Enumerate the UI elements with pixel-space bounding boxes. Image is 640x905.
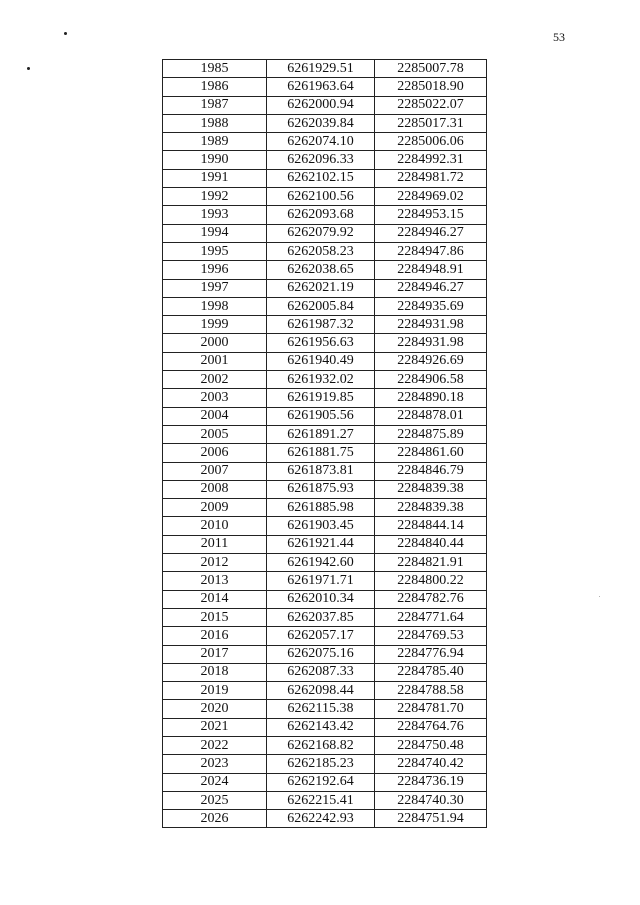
table-row [163, 462, 487, 480]
table-row [163, 242, 487, 260]
x-coordinate-cell: 6261905.56 [267, 407, 375, 425]
point-number-cell: 2002 [163, 371, 267, 389]
table-row [163, 96, 487, 114]
point-number-cell: 2020 [163, 700, 267, 718]
x-coordinate-cell: 6261873.81 [267, 462, 375, 480]
table-row [163, 590, 487, 608]
table-row [163, 169, 487, 187]
x-coordinate-cell: 6262098.44 [267, 682, 375, 700]
point-number-cell: 2024 [163, 773, 267, 791]
x-coordinate-cell: 6262168.82 [267, 736, 375, 754]
y-coordinate-cell: 2284861.60 [375, 444, 487, 462]
x-coordinate-cell: 6262115.38 [267, 700, 375, 718]
point-number-cell: 2010 [163, 517, 267, 535]
point-number-cell: 1986 [163, 78, 267, 96]
x-coordinate-cell: 6261885.98 [267, 499, 375, 517]
table-row [163, 517, 487, 535]
x-coordinate-cell: 6262143.42 [267, 718, 375, 736]
y-coordinate-cell: 2284839.38 [375, 499, 487, 517]
x-coordinate-cell: 6262087.33 [267, 663, 375, 681]
table-row [163, 371, 487, 389]
y-coordinate-cell: 2284875.89 [375, 425, 487, 443]
table-row [163, 480, 487, 498]
x-coordinate-cell: 6261971.71 [267, 572, 375, 590]
table-row [163, 572, 487, 590]
point-number-cell: 1985 [163, 60, 267, 78]
point-number-cell: 2022 [163, 736, 267, 754]
y-coordinate-cell: 2284878.01 [375, 407, 487, 425]
table-row [163, 316, 487, 334]
x-coordinate-cell: 6262096.33 [267, 151, 375, 169]
table-row [163, 352, 487, 370]
scan-speck [64, 32, 67, 35]
y-coordinate-cell: 2284750.48 [375, 736, 487, 754]
table-row [163, 425, 487, 443]
table-row [163, 188, 487, 206]
x-coordinate-cell: 6261929.51 [267, 60, 375, 78]
x-coordinate-cell: 6262058.23 [267, 242, 375, 260]
y-coordinate-cell: 2284948.91 [375, 261, 487, 279]
table-row [163, 755, 487, 773]
x-coordinate-cell: 6261940.49 [267, 352, 375, 370]
y-coordinate-cell: 2284736.19 [375, 773, 487, 791]
y-coordinate-cell: 2284776.94 [375, 645, 487, 663]
table-row [163, 261, 487, 279]
table-row [163, 645, 487, 663]
y-coordinate-cell: 2284931.98 [375, 334, 487, 352]
point-number-cell: 2000 [163, 334, 267, 352]
point-number-cell: 2014 [163, 590, 267, 608]
point-number-cell: 2019 [163, 682, 267, 700]
point-number-cell: 2009 [163, 499, 267, 517]
y-coordinate-cell: 2284931.98 [375, 316, 487, 334]
x-coordinate-cell: 6261956.63 [267, 334, 375, 352]
x-coordinate-cell: 6261987.32 [267, 316, 375, 334]
x-coordinate-cell: 6262215.41 [267, 791, 375, 809]
point-number-cell: 1988 [163, 114, 267, 132]
table-row [163, 810, 487, 828]
y-coordinate-cell: 2284769.53 [375, 627, 487, 645]
point-number-cell: 2017 [163, 645, 267, 663]
table-row [163, 627, 487, 645]
table-row [163, 133, 487, 151]
y-coordinate-cell: 2285022.07 [375, 96, 487, 114]
point-number-cell: 2011 [163, 535, 267, 553]
x-coordinate-cell: 6262079.92 [267, 224, 375, 242]
y-coordinate-cell: 2284782.76 [375, 590, 487, 608]
y-coordinate-cell: 2284840.44 [375, 535, 487, 553]
y-coordinate-cell: 2284844.14 [375, 517, 487, 535]
x-coordinate-cell: 6262021.19 [267, 279, 375, 297]
x-coordinate-cell: 6261903.45 [267, 517, 375, 535]
point-number-cell: 2004 [163, 407, 267, 425]
x-coordinate-cell: 6261963.64 [267, 78, 375, 96]
point-number-cell: 1993 [163, 206, 267, 224]
y-coordinate-cell: 2284771.64 [375, 608, 487, 626]
point-number-cell: 1994 [163, 224, 267, 242]
x-coordinate-cell: 6262100.56 [267, 188, 375, 206]
x-coordinate-cell: 6262185.23 [267, 755, 375, 773]
y-coordinate-cell: 2284751.94 [375, 810, 487, 828]
page-number: 53 [553, 30, 565, 44]
coordinates-table [162, 59, 487, 828]
x-coordinate-cell: 6262093.68 [267, 206, 375, 224]
y-coordinate-cell: 2284947.86 [375, 242, 487, 260]
table-row [163, 334, 487, 352]
y-coordinate-cell: 2284946.27 [375, 279, 487, 297]
y-coordinate-cell: 2284800.22 [375, 572, 487, 590]
table-row [163, 499, 487, 517]
point-number-cell: 2018 [163, 663, 267, 681]
y-coordinate-cell: 2284953.15 [375, 206, 487, 224]
table-row [163, 114, 487, 132]
x-coordinate-cell: 6262242.93 [267, 810, 375, 828]
point-number-cell: 2008 [163, 480, 267, 498]
point-number-cell: 1996 [163, 261, 267, 279]
point-number-cell: 1998 [163, 297, 267, 315]
point-number-cell: 2026 [163, 810, 267, 828]
y-coordinate-cell: 2285006.06 [375, 133, 487, 151]
y-coordinate-cell: 2285018.90 [375, 78, 487, 96]
y-coordinate-cell: 2284992.31 [375, 151, 487, 169]
point-number-cell: 1987 [163, 96, 267, 114]
table-row [163, 224, 487, 242]
table-row [163, 279, 487, 297]
table-row [163, 297, 487, 315]
point-number-cell: 2015 [163, 608, 267, 626]
coordinates-table-body [163, 60, 487, 828]
table-row [163, 554, 487, 572]
y-coordinate-cell: 2285007.78 [375, 60, 487, 78]
x-coordinate-cell: 6262057.17 [267, 627, 375, 645]
table-row [163, 407, 487, 425]
x-coordinate-cell: 6262037.85 [267, 608, 375, 626]
table-row [163, 60, 487, 78]
point-number-cell: 1999 [163, 316, 267, 334]
table-row [163, 736, 487, 754]
y-coordinate-cell: 2284740.42 [375, 755, 487, 773]
x-coordinate-cell: 6262039.84 [267, 114, 375, 132]
y-coordinate-cell: 2284740.30 [375, 791, 487, 809]
point-number-cell: 2001 [163, 352, 267, 370]
table-row [163, 718, 487, 736]
point-number-cell: 2021 [163, 718, 267, 736]
y-coordinate-cell: 2284846.79 [375, 462, 487, 480]
y-coordinate-cell: 2284946.27 [375, 224, 487, 242]
y-coordinate-cell: 2284981.72 [375, 169, 487, 187]
point-number-cell: 2023 [163, 755, 267, 773]
y-coordinate-cell: 2285017.31 [375, 114, 487, 132]
point-number-cell: 2025 [163, 791, 267, 809]
point-number-cell: 1991 [163, 169, 267, 187]
table-row [163, 78, 487, 96]
point-number-cell: 1989 [163, 133, 267, 151]
table-row [163, 151, 487, 169]
x-coordinate-cell: 6261881.75 [267, 444, 375, 462]
y-coordinate-cell: 2284764.76 [375, 718, 487, 736]
y-coordinate-cell: 2284906.58 [375, 371, 487, 389]
table-row [163, 791, 487, 809]
table-row [163, 700, 487, 718]
point-number-cell: 1995 [163, 242, 267, 260]
y-coordinate-cell: 2284785.40 [375, 663, 487, 681]
x-coordinate-cell: 6261921.44 [267, 535, 375, 553]
table-row [163, 663, 487, 681]
table-row [163, 535, 487, 553]
x-coordinate-cell: 6261875.93 [267, 480, 375, 498]
y-coordinate-cell: 2284821.91 [375, 554, 487, 572]
x-coordinate-cell: 6261932.02 [267, 371, 375, 389]
y-coordinate-cell: 2284969.02 [375, 188, 487, 206]
scan-speck [27, 67, 30, 70]
x-coordinate-cell: 6262000.94 [267, 96, 375, 114]
point-number-cell: 1990 [163, 151, 267, 169]
y-coordinate-cell: 2284890.18 [375, 389, 487, 407]
point-number-cell: 2012 [163, 554, 267, 572]
point-number-cell: 2006 [163, 444, 267, 462]
point-number-cell: 2013 [163, 572, 267, 590]
table-row [163, 389, 487, 407]
point-number-cell: 2003 [163, 389, 267, 407]
y-coordinate-cell: 2284935.69 [375, 297, 487, 315]
point-number-cell: 2005 [163, 425, 267, 443]
x-coordinate-cell: 6262038.65 [267, 261, 375, 279]
x-coordinate-cell: 6261919.85 [267, 389, 375, 407]
y-coordinate-cell: 2284781.70 [375, 700, 487, 718]
x-coordinate-cell: 6262102.15 [267, 169, 375, 187]
table-row [163, 206, 487, 224]
x-coordinate-cell: 6262192.64 [267, 773, 375, 791]
point-number-cell: 2016 [163, 627, 267, 645]
y-coordinate-cell: 2284788.58 [375, 682, 487, 700]
point-number-cell: 2007 [163, 462, 267, 480]
x-coordinate-cell: 6261891.27 [267, 425, 375, 443]
table-row [163, 682, 487, 700]
point-number-cell: 1992 [163, 188, 267, 206]
x-coordinate-cell: 6261942.60 [267, 554, 375, 572]
y-coordinate-cell: 2284839.38 [375, 480, 487, 498]
x-coordinate-cell: 6262005.84 [267, 297, 375, 315]
x-coordinate-cell: 6262010.34 [267, 590, 375, 608]
x-coordinate-cell: 6262074.10 [267, 133, 375, 151]
y-coordinate-cell: 2284926.69 [375, 352, 487, 370]
table-row [163, 608, 487, 626]
table-row [163, 773, 487, 791]
x-coordinate-cell: 6262075.16 [267, 645, 375, 663]
point-number-cell: 1997 [163, 279, 267, 297]
scan-speck [599, 596, 600, 597]
table-row [163, 444, 487, 462]
